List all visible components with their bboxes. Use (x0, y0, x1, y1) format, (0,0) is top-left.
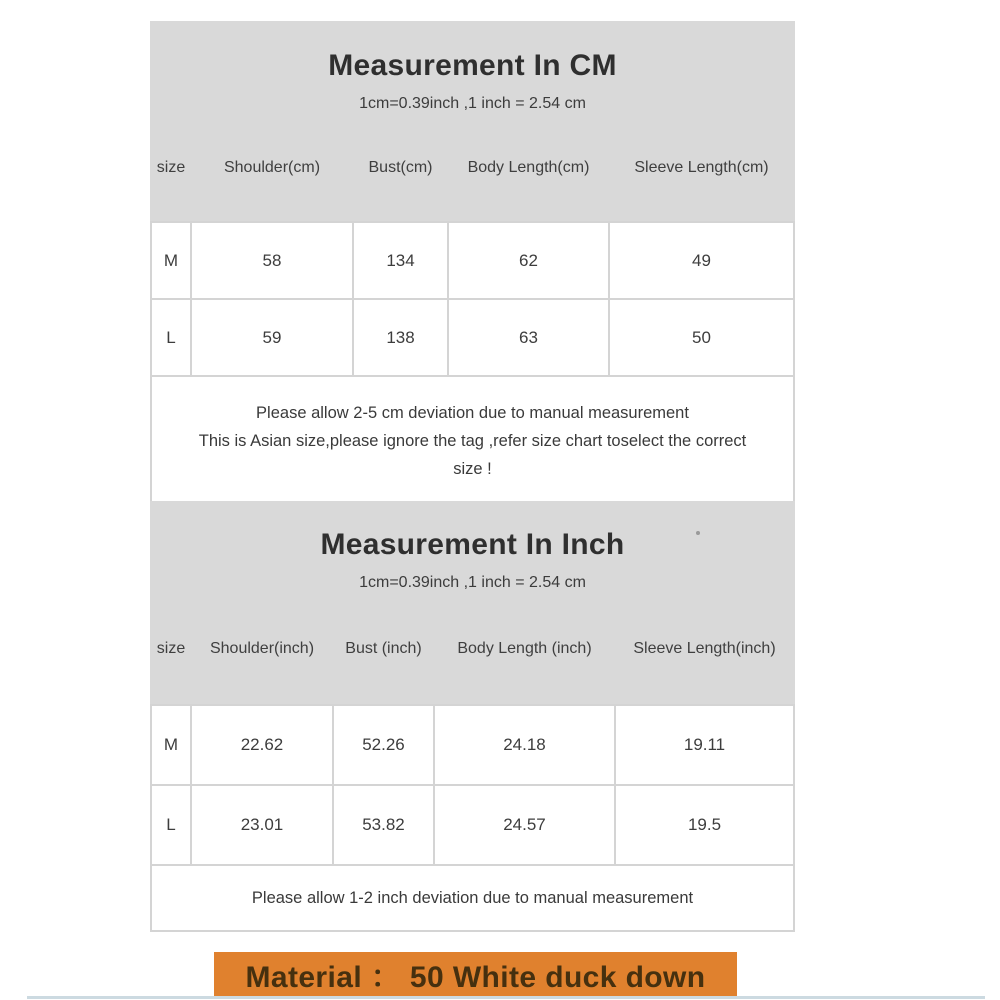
inch-m-shoulder: 22.62 (191, 705, 333, 785)
cm-m-body-length: 62 (448, 222, 609, 299)
inch-measurement-panel (150, 501, 795, 928)
inch-header-row (151, 593, 794, 705)
cm-col-header-body-length: Body Length(cm) (467, 158, 590, 176)
inch-m-body-length: 24.18 (434, 705, 615, 785)
inch-size-label-m: M (151, 705, 191, 785)
inch-size-table (150, 593, 795, 932)
inch-col-header-shoulder: Shoulder(inch) (209, 639, 315, 657)
cm-col-header-sleeve-length: Sleeve Length(cm) (634, 158, 769, 176)
scan-artifact-dot (696, 531, 700, 535)
inch-l-body-length: 24.57 (434, 785, 615, 865)
cm-row-l (151, 299, 794, 376)
cm-col-header-size: size (156, 158, 186, 176)
inch-m-bust: 52.26 (333, 705, 434, 785)
bottom-divider-line (27, 996, 985, 999)
material-highlight-bar (214, 952, 737, 996)
inch-section-title: Measurement In Inch (320, 528, 625, 561)
cm-l-bust: 138 (353, 299, 448, 376)
cm-m-bust: 134 (353, 222, 448, 299)
inch-row-l (151, 785, 794, 865)
cm-l-shoulder: 59 (191, 299, 353, 376)
inch-note-line-1: Please allow 1-2 inch deviation due to manual measurement (251, 889, 694, 907)
inch-deviation-note (151, 865, 794, 931)
inch-m-sleeve-length: 19.11 (615, 705, 794, 785)
inch-col-header-bust: Bust (inch) (345, 639, 422, 657)
cm-note-line-1: Please allow 2-5 cm deviation due to manual measurement (256, 403, 689, 422)
cm-note-line-3: size ! (453, 459, 492, 478)
material-label: Material ： 50 White duck down (245, 961, 706, 994)
cm-m-shoulder: 58 (191, 222, 353, 299)
cm-measurement-panel (150, 21, 795, 500)
cm-section-title: Measurement In CM (328, 49, 617, 82)
cm-m-sleeve-length: 49 (609, 222, 794, 299)
inch-row-m (151, 705, 794, 785)
cm-size-table (150, 114, 795, 506)
cm-l-sleeve-length: 50 (609, 299, 794, 376)
cm-size-label-l: L (151, 299, 191, 376)
cm-l-body-length: 63 (448, 299, 609, 376)
inch-size-label-l: L (151, 785, 191, 865)
inch-l-shoulder: 23.01 (191, 785, 333, 865)
inch-conversion-note: 1cm=0.39inch ,1 inch = 2.54 cm (359, 574, 586, 591)
cm-note-row (151, 376, 794, 505)
cm-note-line-2: This is Asian size,please ignore the tag ,refer size chart toselect the correct (198, 431, 747, 450)
cm-row-m (151, 222, 794, 299)
cm-conversion-note: 1cm=0.39inch ,1 inch = 2.54 cm (359, 95, 586, 112)
inch-l-bust: 53.82 (333, 785, 434, 865)
cm-col-header-bust: Bust(cm) (368, 158, 433, 176)
cm-size-label-m: M (151, 222, 191, 299)
cm-header-row (151, 114, 794, 222)
inch-l-sleeve-length: 19.5 (615, 785, 794, 865)
cm-deviation-note (151, 376, 794, 505)
inch-col-header-size: size (156, 639, 186, 657)
cm-col-header-shoulder: Shoulder(cm) (223, 158, 321, 176)
inch-col-header-body-length: Body Length (inch) (457, 639, 592, 657)
inch-col-header-sleeve-length: Sleeve Length(inch) (633, 639, 776, 657)
inch-note-row (151, 865, 794, 931)
